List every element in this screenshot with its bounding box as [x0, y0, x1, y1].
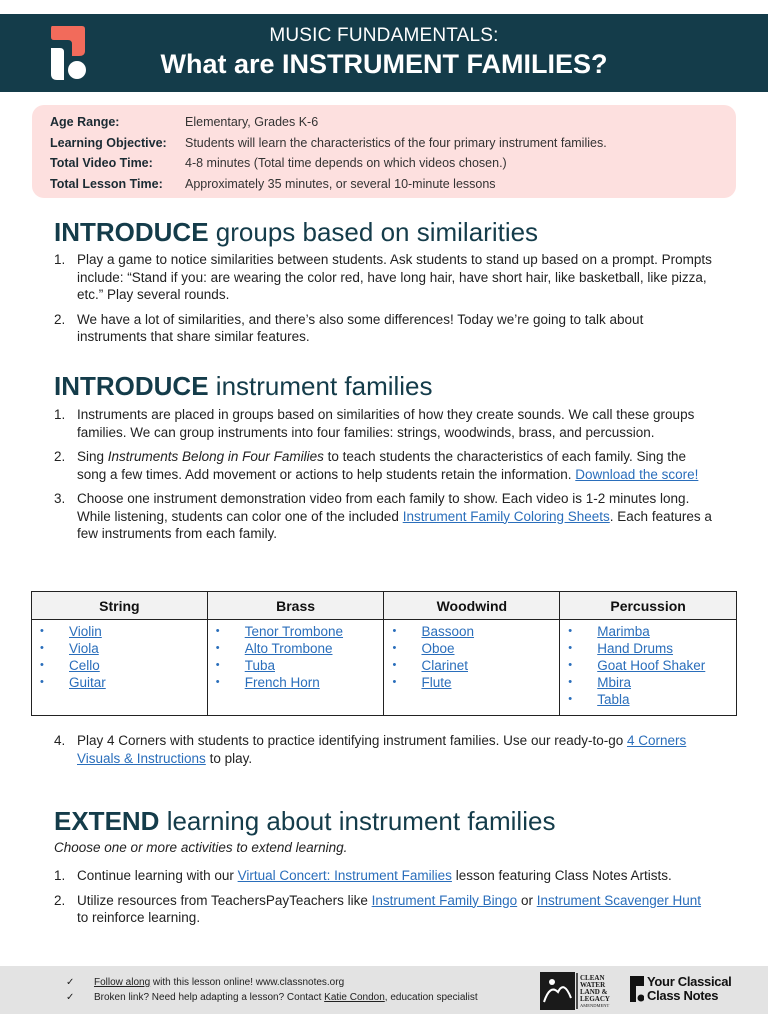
list-item: [392, 640, 559, 657]
string-cell: [32, 620, 208, 716]
guitar-link[interactable]: Guitar: [69, 675, 106, 690]
info-value: Students will learn the characteristics of the four primary instrument families.: [185, 135, 607, 150]
list-item: [216, 674, 384, 691]
step-number: 2.: [54, 449, 66, 464]
step-text: Instruments are placed in groups based on similarities of how they create sounds. We call these groups families. We can group instruments into four families: strings, woodwinds, brass, and percussion.: [77, 407, 695, 440]
bullet: •: [215, 659, 220, 671]
your-classical-logo: [630, 975, 731, 1003]
bullet: •: [568, 676, 573, 688]
list-item: [40, 623, 207, 640]
list-item: [54, 490, 714, 543]
french-horn-link[interactable]: French Horn: [244, 675, 320, 690]
step-text: [77, 867, 714, 885]
step-number: 1.: [54, 407, 66, 422]
header-subtitle: MUSIC FUNDAMENTALS:: [269, 25, 499, 46]
heading-rest: learning about instrument families: [159, 806, 556, 836]
download-score-link[interactable]: Download the score!: [575, 466, 699, 482]
step-text: [77, 892, 714, 927]
info-label: Total Video Time:: [50, 156, 153, 170]
text: lesson featuring Class Notes Artists.: [451, 868, 672, 883]
song-title: Instruments Belong in Four Families: [107, 449, 324, 464]
partner-logo-text: LEGACY: [580, 995, 610, 1003]
bullet: •: [215, 676, 220, 688]
step-number: 3.: [54, 491, 66, 506]
flute-link[interactable]: Flute: [421, 675, 452, 690]
column-header-string: String: [32, 592, 208, 620]
list-item: [216, 640, 384, 657]
tenor-trombone-link[interactable]: Tenor Trombone: [244, 624, 344, 639]
text: Sing: [77, 449, 108, 464]
section-heading-introduce-families: [54, 371, 433, 402]
tabla-link[interactable]: Tabla: [597, 692, 630, 707]
step-number: 1.: [54, 252, 66, 267]
heading-rest: groups based on similarities: [208, 217, 539, 247]
list-item: [392, 657, 559, 674]
table-header-row: [32, 592, 737, 620]
bassoon-link[interactable]: Bassoon: [421, 624, 475, 639]
list-item: [40, 657, 207, 674]
step-text: [77, 490, 714, 543]
extend-steps: [54, 867, 714, 934]
partner-line: Class Notes: [647, 988, 719, 1003]
bullet: •: [40, 642, 44, 654]
info-row-video-time: [50, 153, 736, 174]
footer-text: [94, 992, 478, 1003]
list-item: [40, 640, 207, 657]
page-title: What are INSTRUMENT FAMILIES?: [160, 49, 608, 79]
checkmark-icon: ✓: [66, 977, 75, 988]
goat-hoof-shaker-link[interactable]: Goat Hoof Shaker: [597, 658, 706, 673]
violin-link[interactable]: Violin: [69, 624, 102, 639]
text: Broken link? Need help adapting a lesson? Contact: [94, 992, 325, 1003]
introduce-families-steps: [54, 406, 714, 550]
list-item: [54, 406, 714, 441]
bullet: •: [392, 659, 397, 671]
text: , education specialist: [384, 992, 478, 1003]
cello-link[interactable]: Cello: [69, 658, 100, 673]
your-classical-logo-icon: [630, 976, 644, 1002]
bullet: •: [392, 676, 397, 688]
bullet: •: [568, 659, 573, 671]
partner-logo-text: [647, 975, 731, 1003]
woodwind-cell: [384, 620, 560, 716]
list-item: [392, 623, 559, 640]
step-text: [77, 448, 714, 483]
clarinet-link[interactable]: Clarinet: [421, 658, 468, 673]
bullet: •: [392, 625, 397, 637]
footer-text: [94, 977, 344, 988]
info-label: Learning Objective:: [50, 135, 167, 150]
page-header: [0, 14, 768, 92]
step-number: 2.: [54, 311, 66, 327]
list-item: [568, 623, 736, 640]
text: to reinforce learning.: [77, 910, 201, 925]
step-number: 4.: [54, 733, 66, 748]
list-item: [54, 311, 714, 346]
alto-trombone-link[interactable]: Alto Trombone: [244, 641, 333, 656]
follow-along-link[interactable]: Follow along: [94, 977, 151, 988]
partner-line: Your Classical: [647, 974, 732, 989]
heading-rest: instrument families: [208, 371, 433, 401]
info-row-objective: [50, 133, 736, 154]
percussion-cell: [560, 620, 737, 716]
info-label: Age Range:: [50, 115, 120, 129]
bullet: •: [568, 625, 573, 637]
four-corners-step: [54, 732, 714, 774]
section-heading-extend: [54, 806, 555, 837]
list-item: [568, 674, 736, 691]
info-value: Elementary, Grades K-6: [185, 115, 319, 129]
bullet: •: [568, 642, 573, 654]
info-value: Approximately 35 minutes, or several 10-minute lessons: [185, 176, 496, 191]
partner-logo-text: LAND &: [580, 988, 608, 996]
text: Continue learning with our: [77, 868, 238, 883]
text: or: [517, 892, 537, 908]
footer-line-contact: [66, 992, 478, 1003]
step-number: 1.: [54, 868, 66, 883]
lesson-info-box: [32, 105, 736, 198]
partner-logo-text: WATER: [580, 981, 606, 989]
column-header-percussion: Percussion: [560, 592, 737, 620]
text: to teach students the characteristics of each family. Sing the song a few times. Add movement or actions to help students retain the information.: [77, 449, 687, 482]
text: Utilize resources from TeachersPayTeachers like: [77, 892, 372, 908]
list-item: [568, 691, 736, 708]
table-row: [32, 620, 737, 716]
bullet: •: [568, 693, 573, 705]
column-header-brass: Brass: [207, 592, 384, 620]
list-item: [40, 674, 207, 691]
introduce-groups-steps: [54, 251, 714, 353]
text: Play 4 Corners with students to practice identifying instrument families. Use our ready-to-go: [77, 733, 627, 748]
clean-water-land-legacy-logo-icon: [540, 972, 622, 1010]
coloring-sheets-link[interactable]: Instrument Family Coloring Sheets: [402, 508, 610, 524]
bingo-link[interactable]: Instrument Family Bingo: [371, 892, 518, 908]
text: Choose one instrument demonstration video from each family to show. Each video is 1-2 minutes long. While listening, students can color one of the included: [77, 491, 690, 524]
partner-logo-text: CLEAN: [580, 974, 605, 982]
bullet: •: [40, 625, 44, 637]
info-row-lesson-time: [50, 174, 736, 195]
heading-bold: INTRODUCE: [54, 371, 209, 401]
section-heading-introduce-groups: [54, 217, 538, 248]
heading-bold: INTRODUCE: [54, 217, 209, 247]
bullet: •: [40, 676, 44, 688]
step-text: [77, 732, 714, 767]
marimba-link[interactable]: Marimba: [597, 624, 650, 639]
hand-drums-link[interactable]: Hand Drums: [597, 641, 673, 656]
list-item: [54, 892, 714, 927]
bullet: •: [215, 642, 220, 654]
bullet: •: [392, 642, 397, 654]
column-header-woodwind: Woodwind: [384, 592, 560, 620]
list-item: [54, 732, 714, 767]
list-item: [54, 251, 714, 304]
list-item: [216, 623, 384, 640]
step-text: Play a game to notice similarities between students. Ask students to stand up based on a prompt. Prompts include: “Stand if you: are wearing the color red, have long hair, have short hair, like basketball, like pizza, etc.” Play several rounds.: [77, 252, 712, 302]
oboe-link[interactable]: Oboe: [421, 641, 455, 656]
footer-line-follow: [66, 977, 344, 988]
info-value: 4-8 minutes (Total time depends on which videos chosen.): [185, 156, 507, 170]
heading-bold: EXTEND: [54, 806, 160, 836]
virtual-concert-link[interactable]: Virtual Concert: Instrument Families: [237, 868, 452, 883]
mbira-link[interactable]: Mbira: [597, 675, 631, 690]
list-item: [54, 867, 714, 885]
tuba-link[interactable]: Tuba: [244, 658, 275, 673]
list-item: [54, 448, 714, 483]
bullet: •: [215, 625, 220, 637]
text: with this lesson online! www.classnotes.org: [150, 977, 345, 988]
info-row-age: [50, 112, 736, 133]
step-number: 2.: [54, 892, 66, 908]
text: to play.: [205, 750, 253, 766]
list-item: [216, 657, 384, 674]
list-item: [392, 674, 559, 691]
instrument-families-table: [31, 591, 737, 716]
four-corners-link[interactable]: 4 Corners Visuals & Instructions: [77, 733, 687, 766]
step-text: We have a lot of similarities, and there’s also some differences! Today we’re going to talk about instruments that share similar features.: [77, 311, 644, 344]
list-item: [568, 640, 736, 657]
scavenger-hunt-link[interactable]: Instrument Scavenger Hunt: [536, 892, 702, 908]
brass-cell: [207, 620, 384, 716]
contact-link[interactable]: Katie Condon: [324, 992, 385, 1003]
viola-link[interactable]: Viola: [69, 641, 99, 656]
page-footer: [0, 966, 768, 1014]
checkmark-icon: ✓: [66, 992, 75, 1003]
extend-subtitle: Choose one or more activities to extend learning.: [54, 840, 348, 855]
info-label: Total Lesson Time:: [50, 176, 163, 191]
list-item: [568, 657, 736, 674]
text: . Each features a few instruments from each family.: [77, 508, 712, 541]
bullet: •: [40, 659, 44, 671]
partner-logo-text: AMENDMENT: [580, 1003, 610, 1008]
